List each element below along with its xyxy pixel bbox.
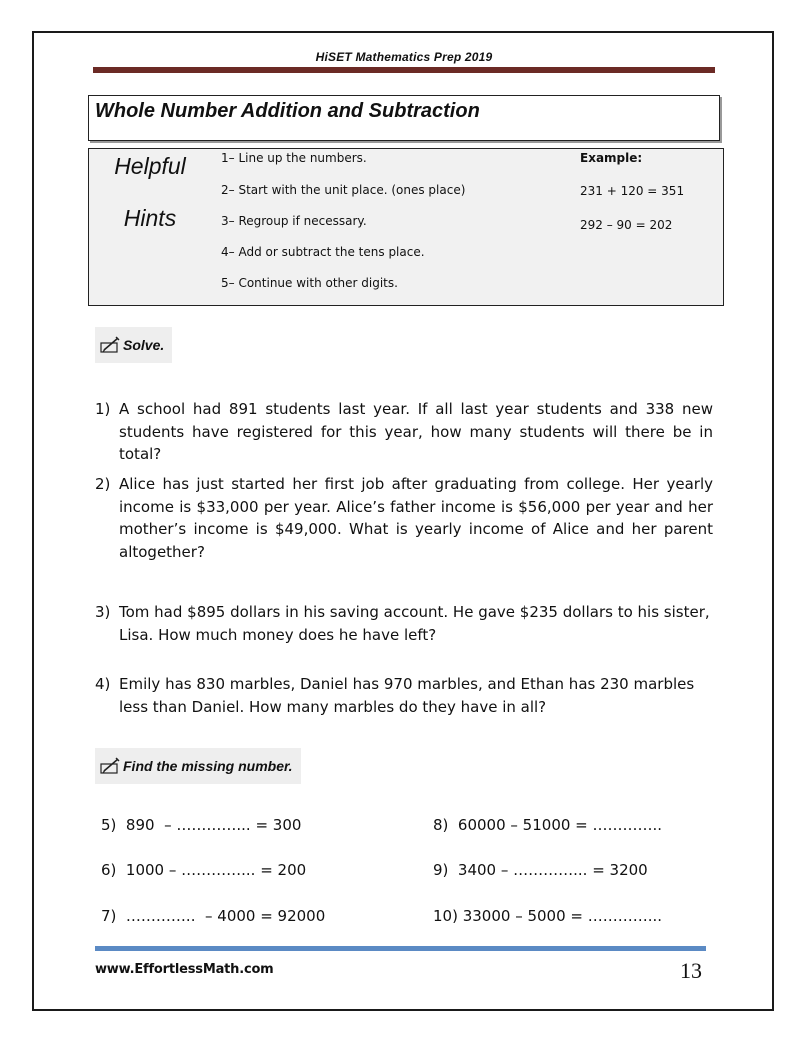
hints-label-line1: Helpful	[114, 153, 186, 179]
example-heading: Example:	[580, 151, 643, 165]
missing-number-label: Find the missing number.	[123, 758, 293, 774]
missing-number-item: 6) 1000 – …………... = 200	[101, 861, 307, 879]
question-number: 4)	[95, 675, 111, 693]
question-item	[95, 601, 713, 646]
section-title: Whole Number Addition and Subtraction	[95, 100, 480, 122]
question-number: 2)	[95, 475, 111, 493]
missing-number-item: 5) 890 – …………... = 300	[101, 816, 302, 834]
question-text: Tom had $895 dollars in his saving account. He gave $235 dollars to his sister, Lisa. How much money does he have left?	[119, 603, 710, 644]
question-number: 1)	[95, 400, 111, 418]
hint-item: 3– Regroup if necessary.	[221, 214, 367, 228]
question-item	[95, 673, 713, 718]
question-text: A school had 891 students last year. If all last year students and 338 new students have registered for this year, how many students will there be in total?	[119, 400, 713, 463]
solve-label: Solve.	[123, 337, 165, 353]
footer-rule	[95, 946, 706, 951]
header-rule	[93, 67, 715, 73]
section-title-box	[88, 95, 720, 141]
missing-number-item: 9) 3400 – …………... = 3200	[433, 861, 648, 879]
hints-label-line2: Hints	[123, 205, 177, 231]
pencil-icon	[99, 756, 121, 776]
example-line: 231 + 120 = 351	[580, 184, 685, 198]
header-title: HiSET Mathematics Prep 2019	[315, 50, 493, 64]
question-text: Emily has 830 marbles, Daniel has 970 marbles, and Ethan has 230 marbles less than Daniel. How many marbles do they have in all?	[119, 675, 695, 716]
hint-item: 4– Add or subtract the tens place.	[221, 245, 425, 259]
missing-number-item: 7) ………….. – 4000 = 92000	[101, 907, 326, 925]
question-item	[95, 473, 713, 563]
question-text: Alice has just started her first job after graduating from college. Her yearly income is $33,000 per year. Alice’s father income is $56,000 per year and her mother’s income is $49,000. What is yearly income of Alice and her parent altogether?	[119, 475, 713, 561]
example-line: 292 – 90 = 202	[580, 218, 673, 232]
pencil-icon	[99, 335, 121, 355]
missing-number-item: 8) 60000 – 51000 = …………..	[433, 816, 663, 834]
page-number: 13	[680, 958, 702, 983]
footer-url: www.EffortlessMath.com	[95, 962, 274, 977]
missing-number-item: 10) 33000 – 5000 = …………...	[433, 907, 663, 925]
hint-item: 1– Line up the numbers.	[221, 151, 367, 165]
question-item	[95, 398, 713, 466]
missing-number-badge	[95, 748, 301, 784]
hint-item: 5– Continue with other digits.	[221, 276, 398, 290]
hint-item: 2– Start with the unit place. (ones place)	[221, 183, 466, 197]
solve-badge	[95, 327, 172, 363]
question-number: 3)	[95, 603, 111, 621]
